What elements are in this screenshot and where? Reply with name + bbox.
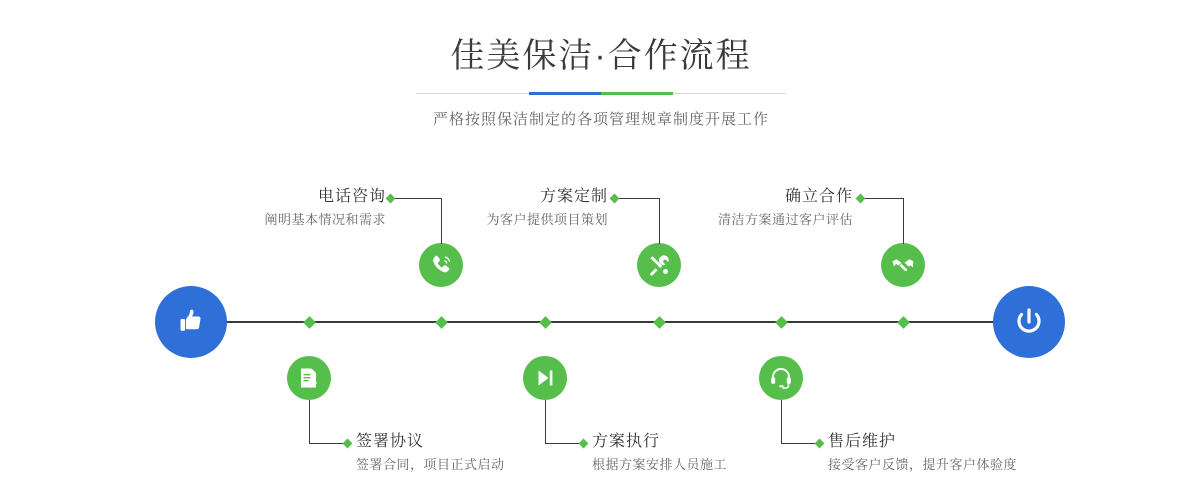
thumbs-up-icon	[173, 304, 209, 340]
step-endcap-3	[610, 194, 620, 204]
step-connector-6-vertical	[781, 400, 782, 443]
step-desc-3: 为客户提供项目策划	[486, 212, 608, 227]
step-desc-6: 接受客户反馈，提升客户体验度	[828, 457, 1018, 472]
phone-icon	[428, 252, 454, 278]
step-connector-3-horizontal	[615, 198, 659, 199]
step-label-6	[828, 431, 1017, 475]
step-label-5	[705, 186, 853, 230]
step-dot-6	[775, 316, 788, 329]
step-node-6	[759, 356, 803, 400]
step-dot-3	[653, 316, 666, 329]
document-edit-icon	[296, 365, 322, 391]
step-connector-5-horizontal	[861, 198, 903, 199]
end-endpoint	[993, 286, 1065, 358]
tools-icon	[646, 252, 672, 278]
step-connector-2-vertical	[309, 400, 310, 443]
step-title-2: 签署协议	[356, 433, 425, 450]
start-endpoint	[155, 286, 227, 358]
step-title-1: 电话咨询	[317, 188, 386, 205]
step-dot-2	[303, 316, 316, 329]
step-connector-3-vertical	[659, 198, 660, 244]
step-desc-5: 清洁方案通过客户评估	[717, 212, 853, 227]
timeline-axis	[157, 321, 1045, 323]
step-dot-5	[897, 316, 910, 329]
step-node-1	[419, 243, 463, 287]
step-node-3	[637, 243, 681, 287]
headset-add-icon	[768, 365, 794, 391]
page-subtitle: 严格按照保洁制定的各项管理规章制度开展工作	[432, 111, 769, 128]
power-icon	[1010, 303, 1048, 341]
step-endcap-5	[856, 194, 866, 204]
step-label-3	[460, 186, 608, 230]
step-title-4: 方案执行	[592, 433, 661, 450]
step-desc-2: 签署合同，项目正式启动	[356, 457, 505, 472]
step-title-3: 方案定制	[539, 188, 608, 205]
step-node-2	[287, 356, 331, 400]
step-dot-4	[539, 316, 552, 329]
step-title-6: 售后维护	[828, 433, 897, 450]
step-label-2	[356, 431, 505, 475]
step-node-5	[881, 243, 925, 287]
step-dot-1	[435, 316, 448, 329]
step-connector-5-vertical	[903, 198, 904, 244]
step-title-5: 确立合作	[784, 188, 853, 205]
step-connector-1-horizontal	[391, 198, 441, 199]
step-endcap-1	[386, 194, 396, 204]
step-connector-4-vertical	[545, 400, 546, 443]
step-node-4	[523, 356, 567, 400]
step-label-1	[246, 186, 386, 230]
step-label-4	[592, 431, 727, 475]
handshake-icon	[890, 252, 916, 278]
step-endcap-6	[815, 439, 825, 449]
play-next-icon	[533, 366, 557, 390]
step-desc-4: 根据方案安排人员施工	[592, 457, 728, 472]
step-endcap-4	[579, 439, 589, 449]
step-endcap-2	[343, 439, 353, 449]
step-connector-1-vertical	[441, 198, 442, 244]
page-title: 佳美保洁·合作流程	[450, 37, 752, 75]
step-desc-1: 阐明基本情况和需求	[264, 212, 386, 227]
